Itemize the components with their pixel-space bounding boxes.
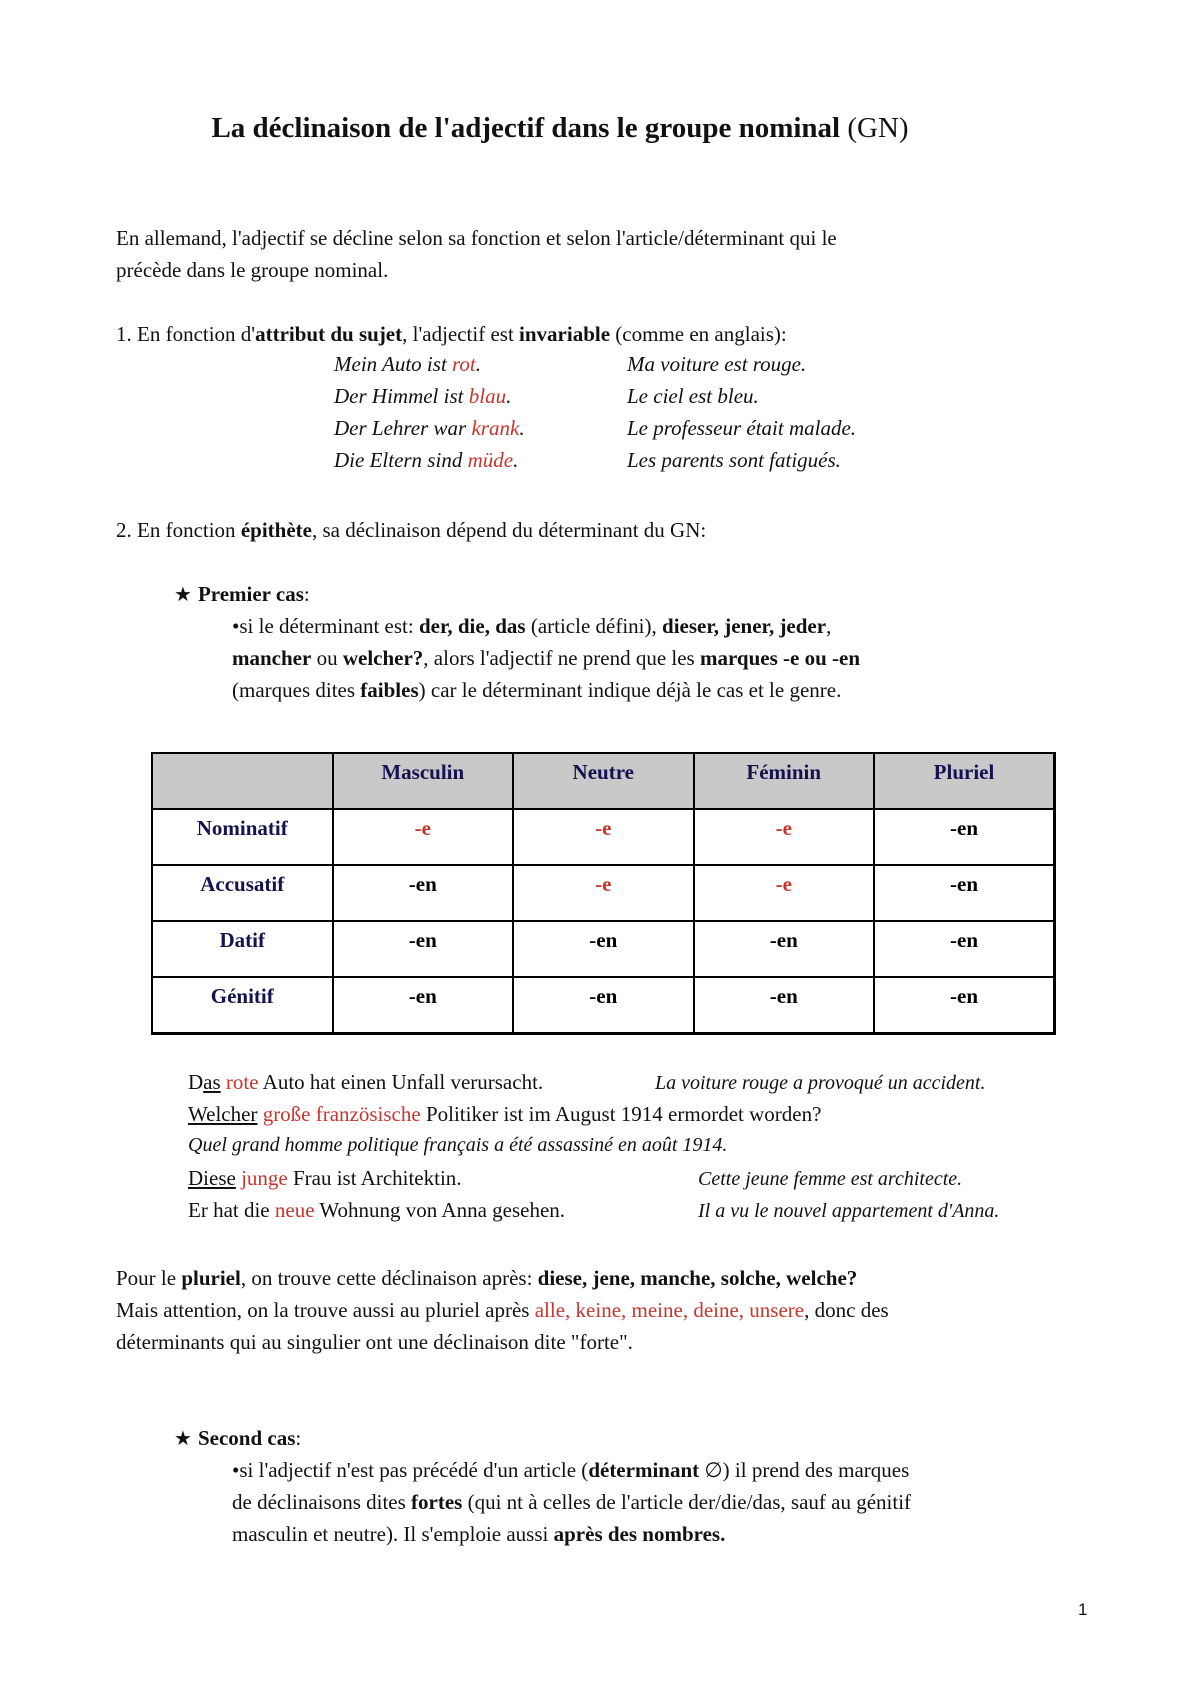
intro-line-1: En allemand, l'adjectif se décline selon sa fonction et selon l'article/déterminant qui le — [116, 226, 837, 250]
plural-note-line-2 — [116, 1294, 889, 1326]
section-1-heading — [116, 318, 787, 350]
table-cell: -en — [874, 865, 1055, 921]
example-punct: . — [475, 352, 482, 376]
row-label-accusatif: Accusatif — [152, 865, 333, 921]
plural-note-line-1 — [116, 1262, 857, 1294]
text: ou — [311, 646, 343, 670]
table-row — [152, 809, 1055, 865]
bold-text: pluriel — [181, 1266, 241, 1290]
example-punct: . — [513, 448, 519, 472]
table-cell: -en — [694, 977, 875, 1034]
example-fr: Le ciel est bleu. — [627, 384, 759, 408]
table-cell: -en — [333, 865, 514, 921]
text: •si le déterminant est: — [232, 614, 419, 638]
bold-text: marques -e ou -en — [699, 646, 861, 670]
underlined-article: as — [203, 1070, 221, 1094]
example-punct: . — [506, 384, 512, 408]
text: Politiker ist im August 1914 ermordet worden? — [420, 1102, 822, 1126]
table-cell: -en — [333, 977, 514, 1034]
s2-bold-epithete: épithète — [240, 518, 312, 542]
text: (article défini), — [525, 614, 663, 638]
table-cell: -e — [513, 809, 694, 865]
row-label-datif: Datif — [152, 921, 333, 977]
example-adjective: rot — [452, 352, 476, 376]
table-cell: -en — [874, 921, 1055, 977]
bold-text: welcher? — [342, 646, 424, 670]
red-adjective: große französische — [262, 1102, 421, 1126]
text: , on trouve cette déclinaison après: — [240, 1266, 538, 1290]
plural-note-line-3: déterminants qui au singulier ont une déclinaison dite "forte". — [116, 1330, 633, 1354]
case-2-line-1 — [232, 1454, 909, 1486]
bold-text: diese, jene, manche, solche, welche? — [537, 1266, 858, 1290]
table-cell: -en — [694, 921, 875, 977]
red-adjective: junge — [241, 1166, 288, 1190]
case-1-heading — [174, 578, 310, 611]
table-cell: -en — [874, 809, 1055, 865]
case-1-line-3 — [232, 674, 841, 706]
sentence-3 — [188, 1166, 462, 1191]
case-2-line-2 — [232, 1486, 911, 1518]
bold-text: dieser, jener, jeder — [662, 614, 827, 638]
text: •si l'adjectif n'est pas précédé d'un article ( — [232, 1458, 589, 1482]
example-de — [334, 448, 518, 473]
table-header-pluriel: Pluriel — [874, 753, 1055, 809]
sentence-4 — [188, 1198, 565, 1223]
red-determinants: alle, keine, meine, deine, unsere — [534, 1298, 805, 1322]
underlined-article: Diese — [188, 1166, 236, 1190]
row-label-genitif: Génitif — [152, 977, 333, 1034]
text: Mais attention, on la trouve aussi au pluriel après — [116, 1298, 535, 1322]
sentence-1-translation: La voiture rouge a provoqué un accident. — [655, 1072, 986, 1094]
example-adjective: müde — [467, 448, 514, 472]
example-adjective: krank — [471, 416, 520, 440]
text: Frau ist Architektin. — [287, 1166, 462, 1190]
sentence-1 — [188, 1070, 543, 1095]
page-title — [0, 112, 1120, 145]
text: (marques dites — [232, 678, 361, 702]
s2-suffix: , sa déclinaison dépend du déterminant du GN: — [311, 518, 707, 542]
case-1-colon: : — [303, 582, 310, 606]
star-icon: ★ — [174, 584, 192, 606]
case-1-label: Premier cas — [197, 582, 304, 606]
table-cell: -e — [513, 865, 694, 921]
sentence-2-translation: Quel grand homme politique français a été assassiné en août 1914. — [188, 1134, 728, 1156]
table-header-row — [152, 753, 1055, 809]
bold-text: déterminant — [588, 1458, 700, 1482]
underlined-article: Welcher — [188, 1102, 258, 1126]
bold-text: fortes — [411, 1490, 463, 1514]
s2-prefix: 2. En fonction — [116, 518, 241, 542]
table-header-masculin: Masculin — [333, 753, 514, 809]
text: Er hat die — [188, 1198, 275, 1222]
red-adjective: rote — [225, 1070, 259, 1094]
example-de — [334, 352, 481, 377]
bold-text: faibles — [360, 678, 419, 702]
text: masculin et neutre). Il s'emploie aussi — [232, 1522, 554, 1546]
declension-table — [151, 752, 1056, 1035]
table-cell: -e — [694, 865, 875, 921]
example-fr: Ma voiture est rouge. — [627, 352, 807, 376]
table-cell: -en — [874, 977, 1055, 1034]
table-header-neutre: Neutre — [513, 753, 694, 809]
table-cell: -en — [333, 921, 514, 977]
text: Pour le — [116, 1266, 182, 1290]
case-2-heading — [174, 1422, 301, 1455]
case-1-line-2 — [232, 642, 860, 674]
text: D — [188, 1070, 204, 1094]
text: Auto hat einen Unfall verursacht. — [258, 1070, 544, 1094]
s1-suffix: (comme en anglais): — [610, 322, 787, 346]
page-number: 1 — [1078, 1600, 1088, 1619]
table-corner-cell — [152, 753, 333, 809]
example-text: Der Himmel ist — [334, 384, 469, 408]
title-main: La déclinaison de l'adjectif dans le groupe nominal — [211, 112, 841, 144]
example-text: Der Lehrer war — [334, 416, 472, 440]
table-cell: -en — [513, 977, 694, 1034]
text: ∅) il prend des marques — [699, 1458, 910, 1482]
table-row — [152, 977, 1055, 1034]
red-adjective: neue — [274, 1198, 315, 1222]
text: , alors l'adjectif ne prend que les — [423, 646, 700, 670]
table-cell: -e — [333, 809, 514, 865]
text: ) car le déterminant indique déjà le cas et le genre. — [418, 678, 842, 702]
s1-bold-attribut: attribut du sujet — [255, 322, 403, 346]
example-adjective: blau — [468, 384, 507, 408]
star-icon: ★ — [174, 1428, 192, 1450]
text: (qui nt à celles de l'article der/die/das, sauf au génitif — [462, 1490, 912, 1514]
table-header-feminin: Féminin — [694, 753, 875, 809]
title-paren: (GN) — [847, 112, 909, 144]
case-2-label: Second cas — [197, 1426, 296, 1450]
s1-bold-invariable: invariable — [519, 322, 611, 346]
example-punct: . — [519, 416, 525, 440]
s1-mid: , l'adjectif est — [402, 322, 520, 346]
example-fr: Le professeur était malade. — [627, 416, 857, 440]
text: , donc des — [804, 1298, 889, 1322]
text: Wohnung von Anna gesehen. — [314, 1198, 566, 1222]
text: , — [826, 614, 832, 638]
table-row — [152, 921, 1055, 977]
section-2-heading — [116, 514, 706, 546]
example-text: Die Eltern sind — [334, 448, 468, 472]
example-text: Mein Auto ist — [334, 352, 453, 376]
example-de — [334, 416, 525, 441]
sentence-3-translation: Cette jeune femme est architecte. — [698, 1168, 963, 1190]
text: de déclinaisons dites — [232, 1490, 412, 1514]
s1-prefix: 1. En fonction d' — [116, 322, 256, 346]
table-row — [152, 865, 1055, 921]
table-cell: -e — [694, 809, 875, 865]
case-2-colon: : — [295, 1426, 302, 1450]
bold-text: mancher — [232, 646, 312, 670]
row-label-nominatif: Nominatif — [152, 809, 333, 865]
case-2-line-3 — [232, 1518, 725, 1550]
case-1-line-1 — [232, 610, 831, 642]
sentence-2 — [188, 1102, 821, 1127]
intro-line-2: précède dans le groupe nominal. — [116, 258, 389, 282]
bold-text: der, die, das — [418, 614, 526, 638]
example-de — [334, 384, 511, 409]
table-cell: -en — [513, 921, 694, 977]
example-fr: Les parents sont fatigués. — [627, 448, 841, 472]
bold-text: après des nombres. — [553, 1522, 726, 1546]
sentence-4-translation: Il a vu le nouvel appartement d'Anna. — [698, 1200, 1000, 1222]
